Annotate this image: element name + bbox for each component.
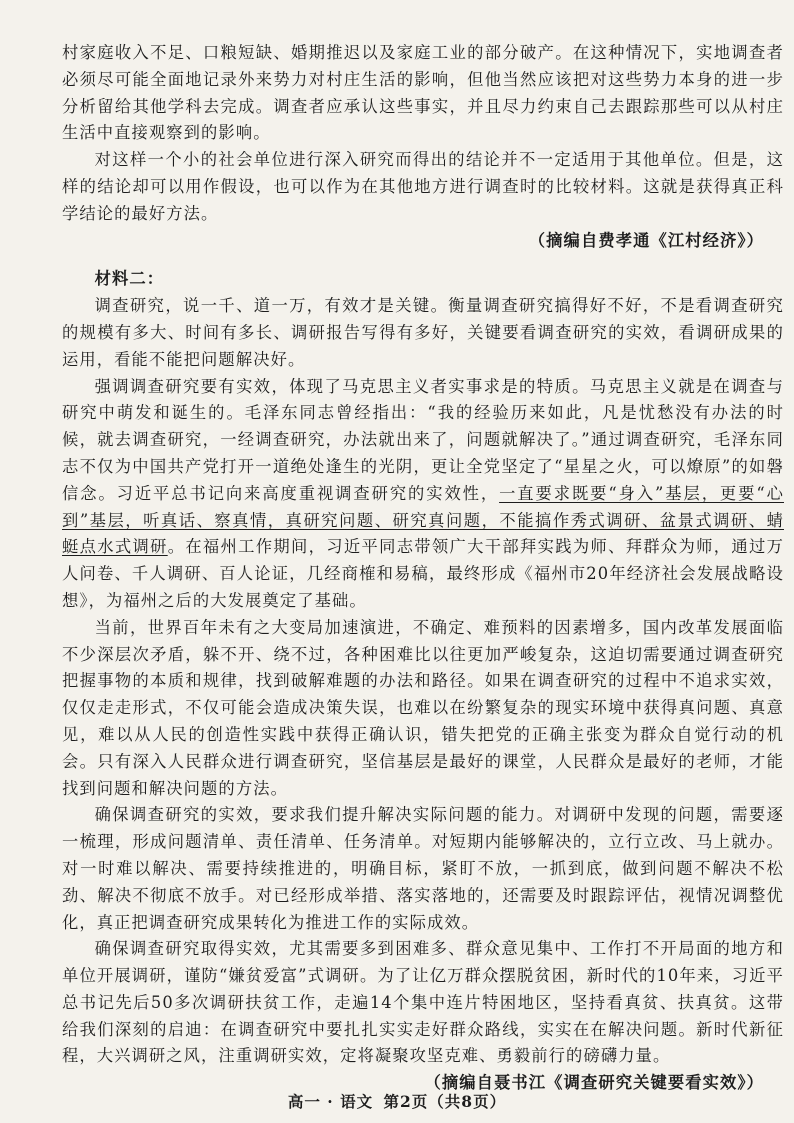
paragraph-2-text-before: 强调调查研究要有实效，体现了马克思主义者实事求是的特质。马克思主义就是在调查与研究中萌发和诞生的。毛泽东同志曾经指出：“我的经验历来如此，凡是忧愁没有办法的时候，就去调查研究，一经调查研究，办法就出来了，问题就解决了。”通过调查研究，毛泽东同志不仅为中国共产党打开一道绝处逢生的光阴，更让全党坚定了“星星之火，可以燎原”的如磐信念。习近平总书记向来高度重视调查研究的实效性，	[62, 376, 784, 503]
footer-page-number: 第2页（共8页）	[383, 1092, 507, 1111]
underlined-passage: 一直要求既要“身入”基层，更要“心到”基层，听真话、察真情，真研究问题、研究真问题，不能搞作秀式调研、盆景式调研、蜻蜓点水式调研	[62, 483, 784, 557]
reading-material	[62, 40, 784, 1097]
material-2-paragraph-4: 确保调查研究的实效，要求我们提升解决实际问题的能力。对调研中发现的问题，需要逐一梳理，形成问题清单、责任清单、任务清单。对短期内能够解决的，立行立改、马上就办。对一时难以解决、需要持续推进的，明确目标，紧盯不放，一抓到底，做到问题不解决不松劲、解决不彻底不放手。对已经形成举措、落实落地的，还需要及时跟踪评估，视情况调整优化，真正把调查研究成果转化为推进工作的实际成效。	[62, 805, 784, 932]
intro-source: （摘编自费孝通《江村经济》）	[528, 230, 764, 250]
intro-paragraph-2: 对这样一个小的社会单位进行深入研究而得出的结论并不一定适用于其他单位。但是，这样的结论却可以用作假设，也可以作为在其他地方进行调查时的比较材料。这就是获得真正科学结论的最好方法。	[62, 150, 784, 223]
material-2-paragraph-2	[62, 374, 784, 615]
footer-subject: 高一 · 语文	[287, 1092, 374, 1111]
material-2-paragraph-1: 调查研究，说一千、道一万，有效才是关键。衡量调查研究搞得好不好，不是看调查研究的规模有多大、时间有多长、调研报告写得有多好，关键要看调查研究的实效，看调研成果的运用，看能不能把问题解决好。	[62, 296, 784, 369]
intro-paragraph-1: 村家庭收入不足、口粮短缺、婚期推迟以及家庭工业的部分破产。在这种情况下，实地调查者必须尽可能全面地记录外来势力对村庄生活的影响，但他当然应该把对这些势力本身的进一步分析留给其他学科去完成。调查者应承认这些事实，并且尽力约束自己去跟踪那些可以从村庄生活中直接观察到的影响。	[62, 43, 784, 143]
material-2-paragraph-5: 确保调查研究取得实效，尤其需要多到困难多、群众意见集中、工作打不开局面的地方和单位开展调研，谨防“嫌贫爱富”式调研。为了让亿万群众摆脱贫困，新时代的10年来，习近平总书记先后50多次调研扶贫工作，走遍14个集中连片特困地区，坚持看真贫、扶真贫。这带给我们深刻的启迪：在调查研究中要扎扎实实走好群众路线，实实在在解决问题。新时代新征程，大兴调研之风，注重调研实效，定将凝聚攻坚克难、勇毅前行的磅礴力量。	[62, 939, 784, 1066]
page-footer	[0, 1090, 794, 1112]
material-2-paragraph-3: 当前，世界百年未有之大变局加速演进，不确定、难预料的因素增多，国内改革发展面临不少深层次矛盾，躲不开、绕不过，各种困难比以往更加严峻复杂，这迫切需要通过调查研究把握事物的本质和规律，找到破解难题的办法和路径。如果在调查研究的过程中不追求实效，仅仅走走形式，不仅可能会造成决策失误，也难以在纷繁复杂的现实环境中获得真问题、真意见，难以从人民的创造性实践中获得正确认识，错失把党的正确主张变为群众自觉行动的机会。只有深入人民群众进行调查研究，坚信基层是最好的课堂，人民群众是最好的老师，才能找到问题和解决问题的方法。	[62, 617, 784, 798]
paragraph-2-text-after: 。在福州工作期间，习近平同志带领广大干部拜实践为师、拜群众为师，通过万人问卷、千人调研、百人论证，几经商榷和易稿，最终形成《福州市20年经济社会发展战略设想》，为福州之后的大发展奠定了基础。	[62, 537, 784, 610]
material-2-heading: 材料二：	[94, 269, 165, 289]
material-2-source: （摘编自聂书江《调查研究关键要看实效》）	[424, 1073, 764, 1093]
